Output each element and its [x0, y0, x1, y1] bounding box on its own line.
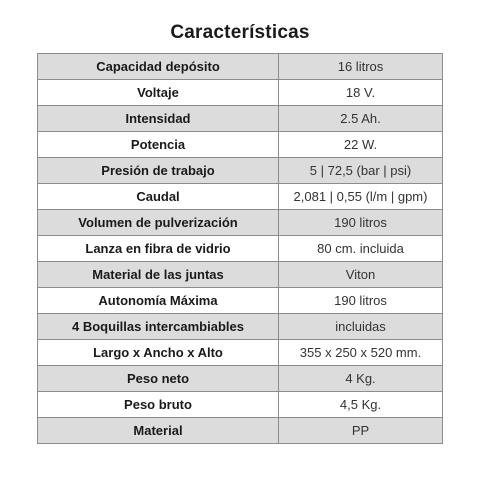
- spec-value: 5 | 72,5 (bar | psi): [279, 158, 443, 184]
- spec-label: Largo x Ancho x Alto: [38, 340, 279, 366]
- spec-value: PP: [279, 418, 443, 444]
- spec-label: Peso bruto: [38, 392, 279, 418]
- table-row: [38, 54, 443, 80]
- table-row: [38, 392, 443, 418]
- spec-value: 4,5 Kg.: [279, 392, 443, 418]
- table-row: [38, 132, 443, 158]
- spec-label: Volumen de pulverización: [38, 210, 279, 236]
- spec-value: 2.5 Ah.: [279, 106, 443, 132]
- table-row: [38, 262, 443, 288]
- spec-value: Viton: [279, 262, 443, 288]
- table-row: [38, 184, 443, 210]
- spec-value: 22 W.: [279, 132, 443, 158]
- spec-value: 190 litros: [279, 288, 443, 314]
- spec-label: Material: [38, 418, 279, 444]
- spec-value: 355 x 250 x 520 mm.: [279, 340, 443, 366]
- spec-value: 18 V.: [279, 80, 443, 106]
- page-title: Características: [170, 22, 310, 43]
- spec-label: Capacidad depósito: [38, 54, 279, 80]
- spec-label: Lanza en fibra de vidrio: [38, 236, 279, 262]
- table-row: [38, 340, 443, 366]
- spec-value: 2,081 | 0,55 (l/m | gpm): [279, 184, 443, 210]
- spec-value: 80 cm. incluida: [279, 236, 443, 262]
- spec-label: Autonomía Máxima: [38, 288, 279, 314]
- spec-label: Peso neto: [38, 366, 279, 392]
- spec-label: Presión de trabajo: [38, 158, 279, 184]
- spec-label: Intensidad: [38, 106, 279, 132]
- spec-label: Material de las juntas: [38, 262, 279, 288]
- spec-label: Caudal: [38, 184, 279, 210]
- table-row: [38, 288, 443, 314]
- table-row: [38, 314, 443, 340]
- table-row: [38, 418, 443, 444]
- spec-value: 190 litros: [279, 210, 443, 236]
- table-row: [38, 106, 443, 132]
- spec-value: 4 Kg.: [279, 366, 443, 392]
- spec-label: 4 Boquillas intercambiables: [38, 314, 279, 340]
- spec-label: Potencia: [38, 132, 279, 158]
- spec-label: Voltaje: [38, 80, 279, 106]
- table-row: [38, 158, 443, 184]
- spec-value: 16 litros: [279, 54, 443, 80]
- spec-value: incluidas: [279, 314, 443, 340]
- table-row: [38, 210, 443, 236]
- table-row: [38, 236, 443, 262]
- table-row: [38, 366, 443, 392]
- specifications-table: [37, 53, 443, 444]
- table-row: [38, 80, 443, 106]
